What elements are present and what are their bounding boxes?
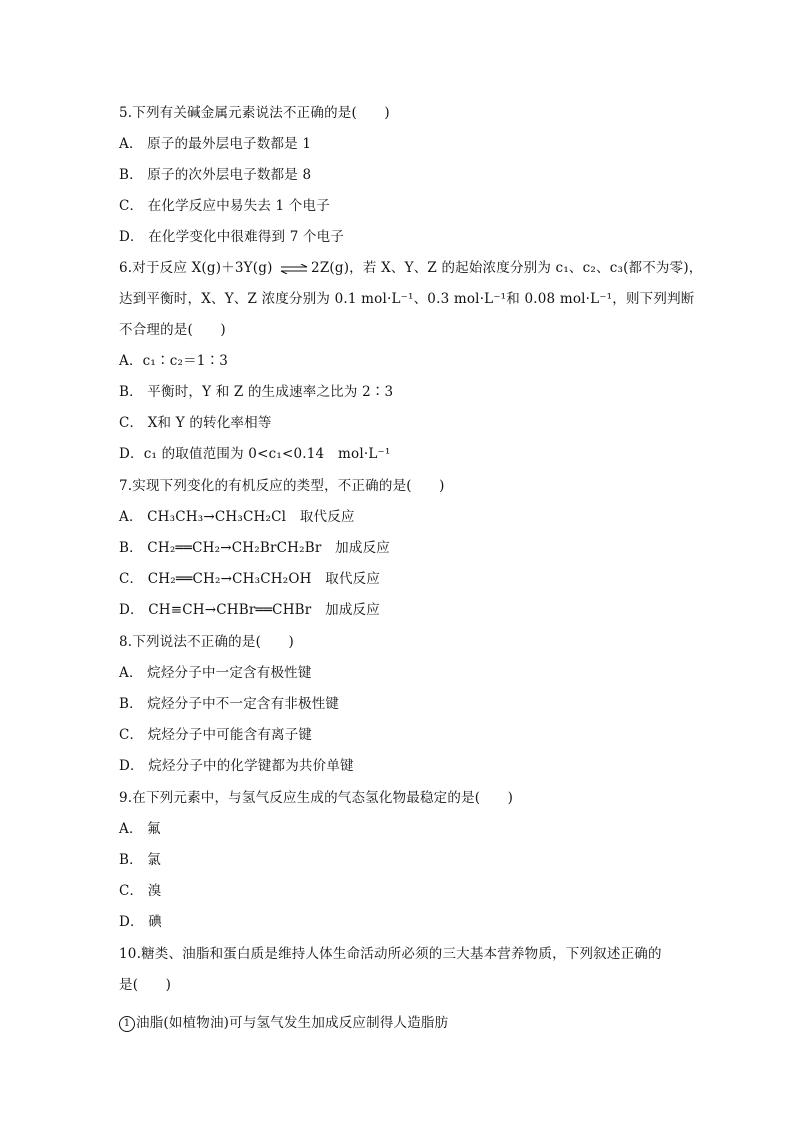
q6-stem-line1-post: 2Z(g)，若 X、Y、Z 的起始浓度分别为 c₁、c₂、c₃(都不为零)， xyxy=(311,260,703,276)
q5-option-a: A． 原子的最外层电子数都是 1 xyxy=(119,136,312,152)
q8-option-a: A． 烷烃分子中一定含有极性键 xyxy=(119,665,312,681)
q10-stem-line2: 是( ) xyxy=(119,977,172,993)
q8-stem: 8.下列说法不正确的是( ) xyxy=(119,634,294,650)
q6-stem-line1 xyxy=(119,259,703,277)
q7-option-c: C． CH₂══CH₂→CH₃CH₂OH 取代反应 xyxy=(119,571,381,587)
circled-number-1: 1 xyxy=(119,1016,135,1032)
q5-option-d: D． 在化学变化中很难得到 7 个电子 xyxy=(119,229,345,245)
q10-stem-line1: 10.糖类、油脂和蛋白质是维持人体生命活动所必须的三大基本营养物质，下列叙述正确的 xyxy=(119,946,662,962)
q6-option-a: A．c₁∶c₂＝1∶3 xyxy=(119,353,229,369)
q9-option-b: B． 氯 xyxy=(119,852,162,868)
q8-option-c: C． 烷烃分子中可能含有离子键 xyxy=(119,727,313,743)
q8-option-d: D． 烷烃分子中的化学键都为共价单键 xyxy=(119,758,354,774)
q7-stem: 7.实现下列变化的有机反应的类型，不正确的是( ) xyxy=(119,478,445,494)
q7-option-a: A． CH₃CH₃→CH₃CH₂Cl 取代反应 xyxy=(119,509,355,525)
q8-option-b: B． 烷烃分子中不一定含有非极性键 xyxy=(119,696,340,712)
q6-option-d: D．c₁ 的取值范围为 0<c₁<0.14 mol·L⁻¹ xyxy=(119,446,391,462)
q5-option-c: C． 在化学反应中易失去 1 个电子 xyxy=(119,198,330,214)
q9-option-c: C． 溴 xyxy=(119,883,162,899)
q7-option-d: D． CH≡CH→CHBr══CHBr 加成反应 xyxy=(119,602,380,618)
q5-option-b: B． 原子的次外层电子数都是 8 xyxy=(119,167,312,183)
equilibrium-arrow-icon xyxy=(279,264,309,274)
q6-option-b: B． 平衡时，Y 和 Z 的生成速率之比为 2∶3 xyxy=(119,384,394,400)
q5-stem: 5.下列有关碱金属元素说法不正确的是( ) xyxy=(119,105,390,121)
q10-item-1-text: 油脂(如植物油)可与氢气发生加成反应制得人造脂肪 xyxy=(136,1015,449,1031)
q7-option-b: B． CH₂══CH₂→CH₂BrCH₂Br 加成反应 xyxy=(119,540,390,556)
q6-stem-line2: 达到平衡时，X、Y、Z 浓度分别为 0.1 mol·L⁻¹、0.3 mol·L⁻¹和 0.08 mol·L⁻¹，则下列判断 xyxy=(119,291,695,307)
q9-option-a: A． 氟 xyxy=(119,821,161,837)
q9-option-d: D． 碘 xyxy=(119,914,162,930)
q6-stem-line3: 不合理的是( ) xyxy=(119,322,226,338)
q10-item-1 xyxy=(119,1014,448,1032)
q6-stem-line1-pre: 6.对于反应 X(g)＋3Y(g) xyxy=(119,260,278,276)
q9-stem: 9.在下列元素中，与氢气反应生成的气态氢化物最稳定的是( ) xyxy=(119,790,514,806)
q6-option-c: C． X和 Y 的转化率相等 xyxy=(119,415,272,431)
